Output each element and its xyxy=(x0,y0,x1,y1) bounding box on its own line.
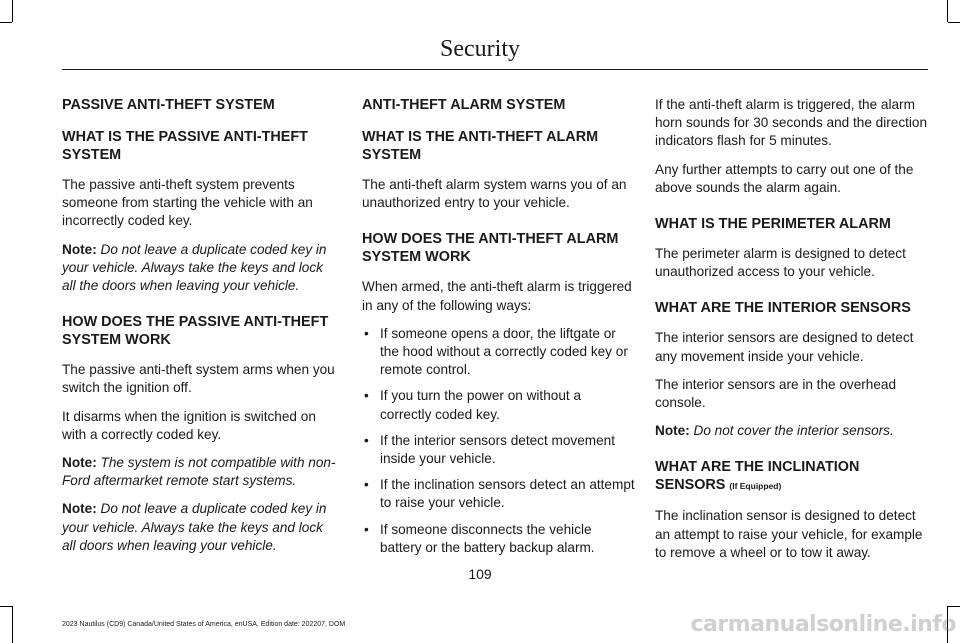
subsection-heading xyxy=(655,458,929,495)
paragraph: The anti-theft alarm system warns you of an unauthorized entry to your vehicle. xyxy=(362,177,627,211)
bullet-icon: • xyxy=(364,325,369,341)
trigger-list xyxy=(362,325,636,557)
list-item xyxy=(362,521,636,557)
list-item-text: If someone opens a door, the liftgate or the hood without a correctly coded key or remote control. xyxy=(380,325,628,378)
paragraph: The interior sensors are designed to detect any movement inside your vehicle. xyxy=(655,330,914,364)
bullet-icon: • xyxy=(364,521,369,537)
subsection-heading: HOW DOES THE ANTI-THEFT ALARM SYSTEM WORK xyxy=(362,231,619,266)
list-item-text: If the interior sensors detect movement inside your vehicle. xyxy=(380,432,615,467)
crop-mark xyxy=(0,22,12,23)
list-item xyxy=(362,476,636,512)
paragraph: Any further attempts to carry out one of the above sounds the alarm again. xyxy=(655,161,914,195)
page-title: Security xyxy=(440,36,520,62)
subsection-heading: WHAT ARE THE INTERIOR SENSORS xyxy=(655,300,911,317)
note xyxy=(62,500,336,555)
column-passive-anti-theft xyxy=(62,96,336,565)
note-label: Note: xyxy=(62,455,97,471)
note xyxy=(655,422,929,440)
column-anti-theft-alarm xyxy=(362,96,636,567)
subsection-heading: WHAT IS THE PASSIVE ANTI-THEFT SYSTEM xyxy=(62,129,308,163)
list-item xyxy=(362,387,636,423)
note-text: The system is not compatible with non-Ford aftermarket remote start systems. xyxy=(62,455,336,489)
paragraph: The inclination sensor is designed to detect an attempt to raise your vehicle, for example to remove a wheel or to tow it away. xyxy=(655,508,923,560)
if-equipped-badge: (If Equipped) xyxy=(729,481,782,492)
list-item-text: If someone disconnects the vehicle battery or the battery backup alarm. xyxy=(380,521,595,555)
crop-mark xyxy=(12,0,13,22)
note-text: Do not leave a duplicate coded key in your vehicle. Always take the keys and lock all the doors when leaving your vehicle. xyxy=(62,241,327,294)
section-heading: ANTI-THEFT ALARM SYSTEM xyxy=(362,97,566,113)
list-item-text: If you turn the power on without a correctly coded key. xyxy=(380,388,582,422)
note-label: Note: xyxy=(62,241,97,257)
column-alarm-details xyxy=(655,96,929,572)
watermark: carmanualsonline.info xyxy=(690,612,956,637)
note-text: Do not cover the interior sensors. xyxy=(693,423,894,439)
crop-mark xyxy=(12,606,13,643)
subsection-heading: WHAT IS THE PERIMETER ALARM xyxy=(655,216,891,233)
paragraph: The interior sensors are in the overhead console. xyxy=(655,376,897,411)
note-text: Do not leave a duplicate coded key in your vehicle. Always take the keys and lock all doors when leaving your vehicle. xyxy=(62,501,327,553)
bullet-icon: • xyxy=(364,432,369,448)
note xyxy=(62,454,336,490)
edition-footer: 2023 Nautilus (CD9) Canada/United States of America, enUSA, Edition date: 202207, DOM xyxy=(62,621,346,628)
list-item-text: If the inclination sensors detect an attempt to raise your vehicle. xyxy=(380,477,635,511)
bullet-icon: • xyxy=(364,477,369,493)
note xyxy=(62,241,336,296)
crop-mark xyxy=(948,606,960,607)
list-item xyxy=(362,325,636,380)
paragraph: The passive anti-theft system arms when you switch the ignition off. xyxy=(62,362,335,396)
note-label: Note: xyxy=(655,423,690,439)
crop-mark xyxy=(947,0,948,22)
crop-mark xyxy=(0,606,12,607)
paragraph: The perimeter alarm is designed to detect unauthorized access to your vehicle. xyxy=(655,246,906,280)
section-heading: PASSIVE ANTI-THEFT SYSTEM xyxy=(62,97,275,113)
header-divider xyxy=(62,69,928,70)
subsection-heading-text: WHAT ARE THE INCLINATION SENSORS xyxy=(655,459,860,494)
bullet-icon: • xyxy=(364,388,369,404)
subsection-heading: HOW DOES THE PASSIVE ANTI-THEFT SYSTEM WORK xyxy=(62,314,329,349)
paragraph: If the anti-theft alarm is triggered, the alarm horn sounds for 30 seconds and the direction indicators flash for 5 minutes. xyxy=(655,97,928,149)
list-item xyxy=(362,432,636,468)
note-label: Note: xyxy=(62,501,97,517)
subsection-heading: WHAT IS THE ANTI-THEFT ALARM SYSTEM xyxy=(362,129,599,163)
paragraph: The passive anti-theft system prevents someone from starting the vehicle with an incorrectly coded key. xyxy=(62,177,313,229)
paragraph: When armed, the anti-theft alarm is triggered in any of the following ways: xyxy=(362,279,632,313)
paragraph: It disarms when the ignition is switched on with a correctly coded key. xyxy=(62,408,316,442)
crop-mark xyxy=(948,22,960,23)
page-number: 109 xyxy=(468,566,492,582)
